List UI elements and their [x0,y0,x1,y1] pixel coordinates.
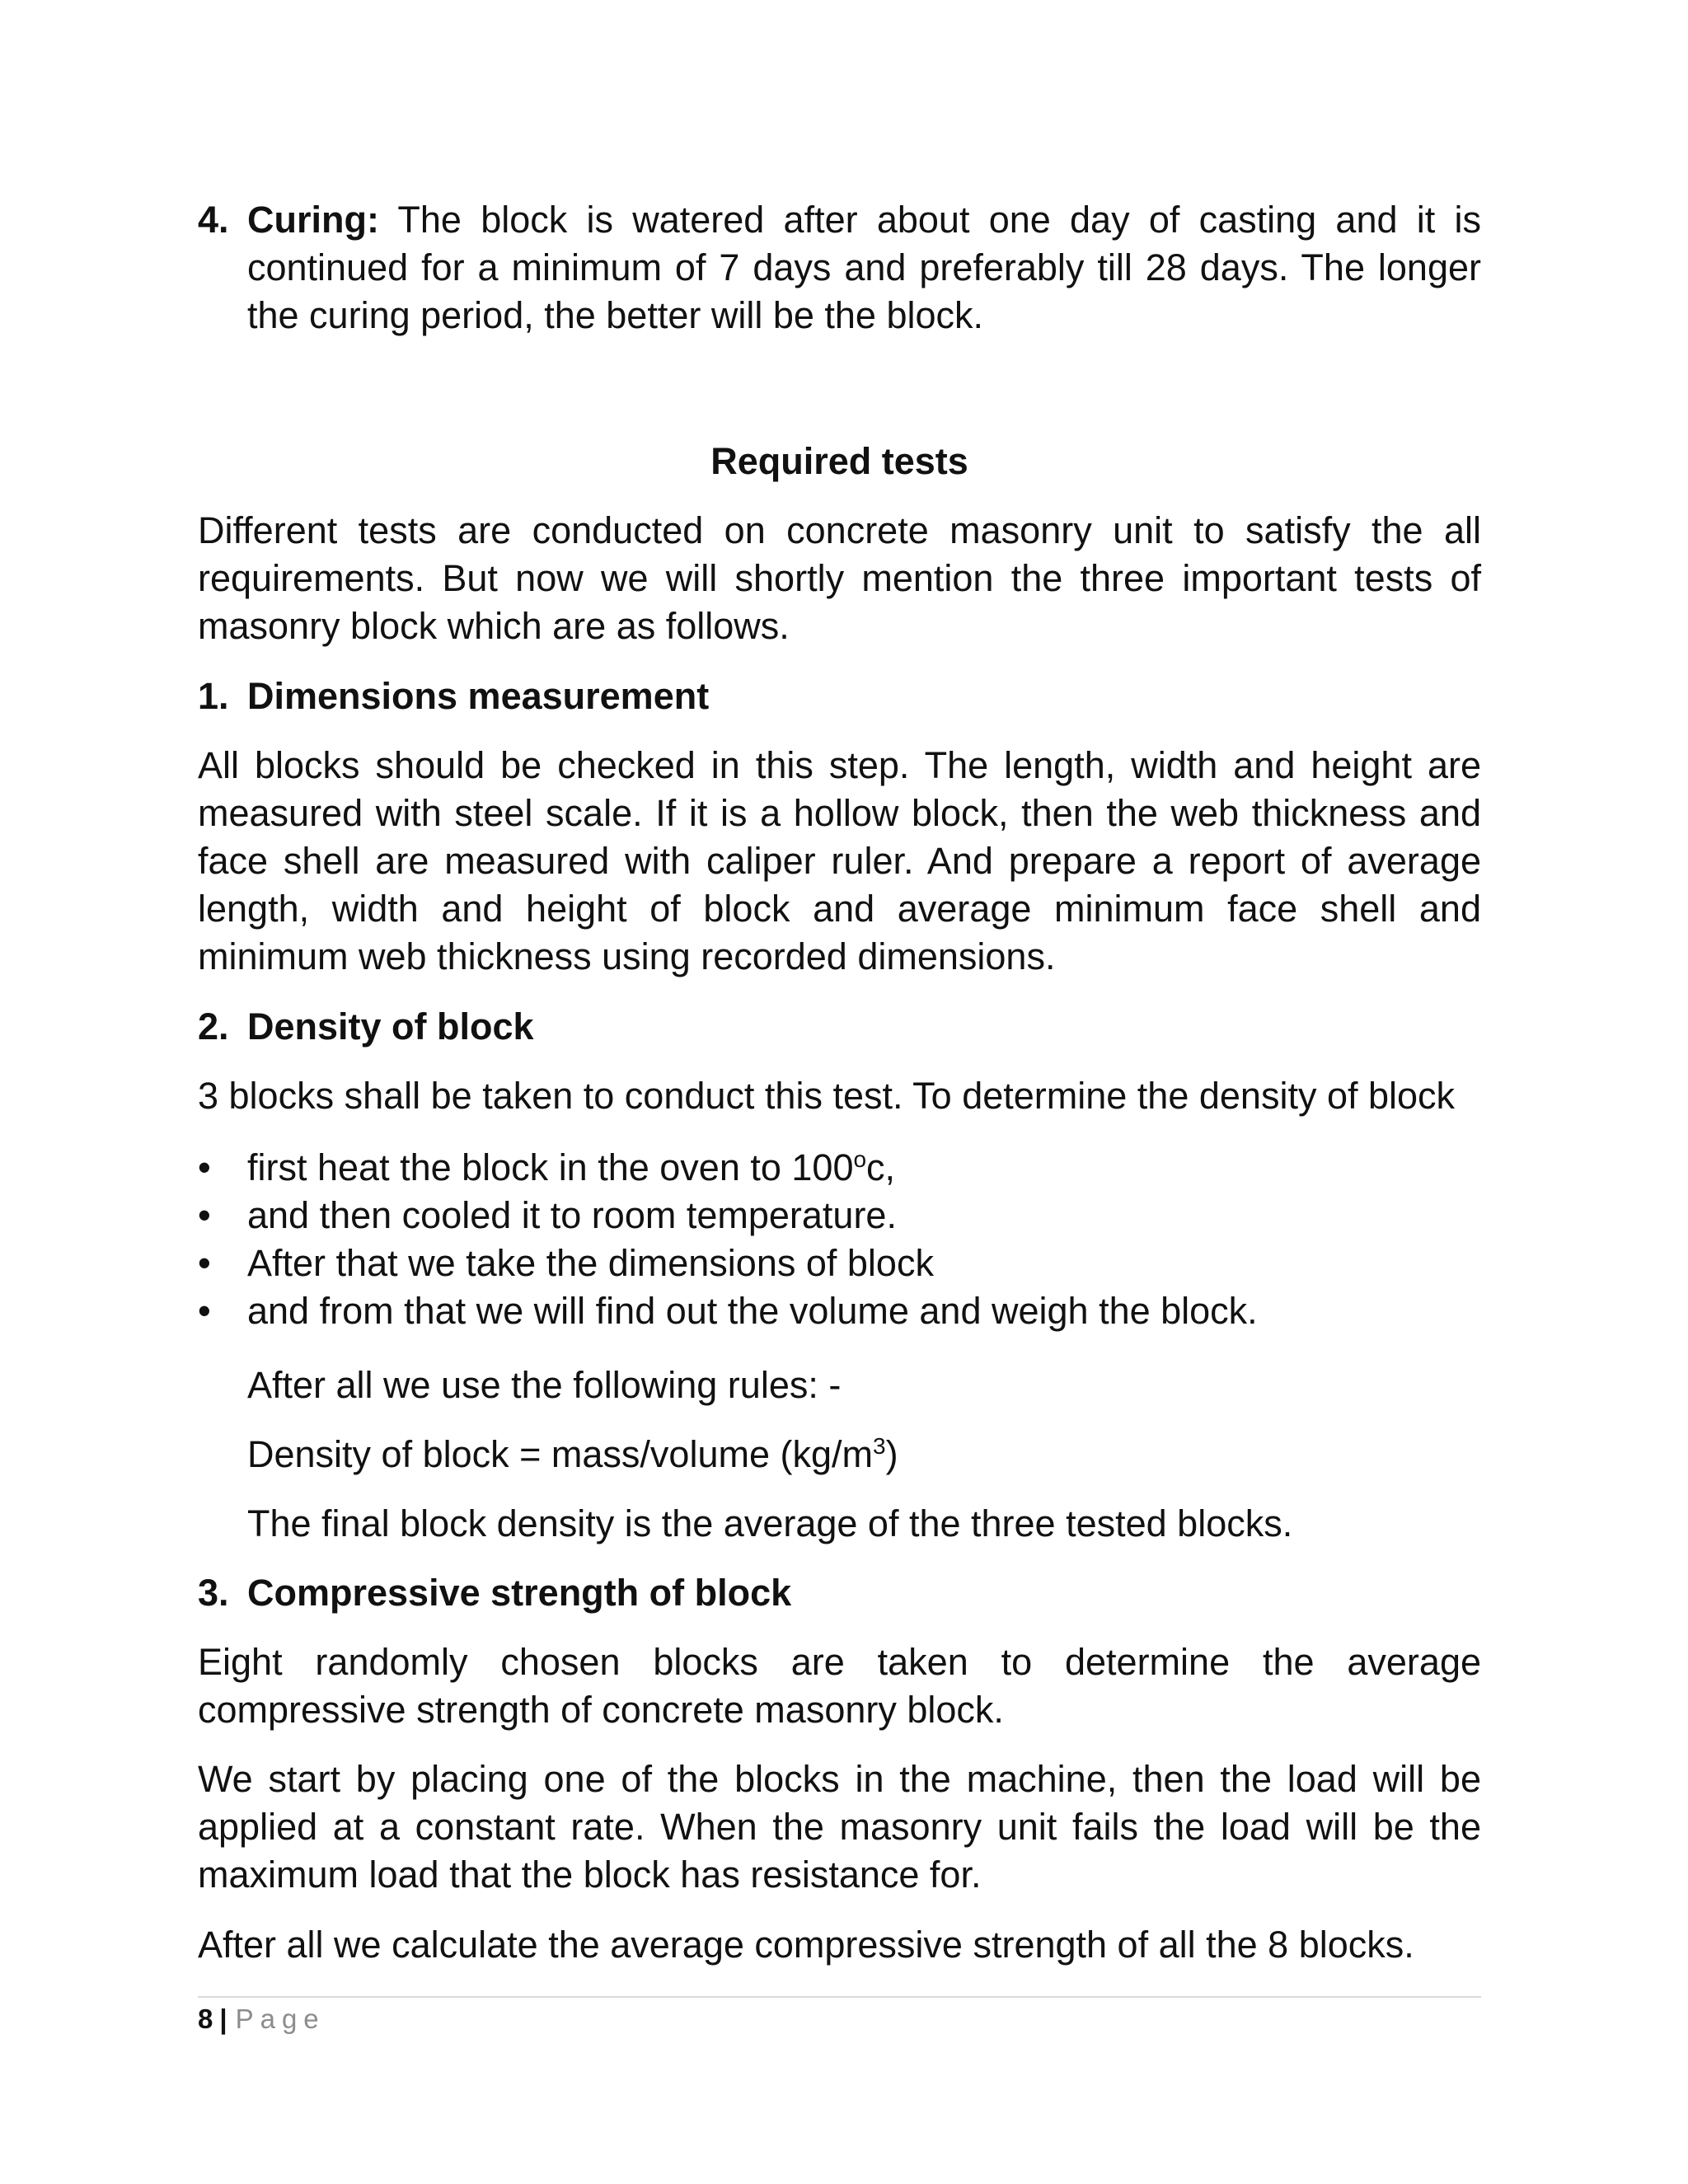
cubed-superscript: 3 [873,1433,886,1459]
section-heading: Required tests [710,440,968,482]
bullet-icon: • [198,1242,211,1284]
test-2-paragraph: 3 blocks shall be taken to conduct this test. To determine the density of block [198,1075,1456,1117]
density-formula-close: ) [885,1433,898,1475]
density-step-1: first heat the block in the oven to 100 [247,1146,854,1188]
list-item [198,1144,1481,1192]
rules-intro: After all we use the following rules: - [247,1364,842,1406]
curing-text: The block is watered after about one day of casting and it is continued for a minimum of 7 days and preferably till 28 days. The longer the curing period, the better will be the block. [247,199,1481,336]
footer-separator: | [219,2004,227,2034]
test-3-paragraph-1: Eight randomly chosen blocks are taken to determine the average compressive strength of concrete masonry block. [198,1641,1481,1731]
test-3-number: 3. [198,1572,229,1614]
test-3-paragraph-2: We start by placing one of the blocks in the machine, then the load will be applied at a constant rate. When the masonry unit fails the load will be the maximum load that the block has resistance for. [198,1758,1481,1896]
page-footer [198,2001,326,2037]
test-2-number: 2. [198,1005,229,1047]
test-3-title: Compressive strength of block [247,1572,792,1614]
intro-paragraph: Different tests are conducted on concrete masonry unit to satisfy the all requirements. But now we will shortly mention the three important tests of masonry block which are as follows. [198,509,1481,647]
test-2-heading [198,1003,1481,1051]
test-1-number: 1. [198,675,229,717]
degree-superscript: o [853,1146,867,1172]
test-3-heading [198,1569,1481,1617]
footer-divider [198,1996,1481,1998]
bullet-icon: • [198,1194,211,1236]
test-1-paragraph: All blocks should be checked in this step. The length, width and height are measured with steel scale. If it is a hollow block, then the web thickness and face shell are measured with caliper ruler. And prepare a report of average length, width and height of block and average minimum face shell and minimum web thickness using recorded dimensions. [198,744,1481,977]
density-formula-text: Density of block = mass/volume (kg/m [247,1433,874,1475]
page-number: 8 [198,2004,213,2034]
density-step-4: and from that we will find out the volume and weigh the block. [247,1290,1258,1332]
curing-item [198,196,1481,340]
final-density-note: The final block density is the average of the three tested blocks. [247,1502,1293,1544]
density-formula [247,1431,1481,1479]
page-label: Page [235,2004,326,2034]
density-step-1-unit: c, [866,1146,896,1188]
curing-term: Curing: [247,199,379,241]
list-item [198,1192,1481,1240]
test-1-heading [198,673,1481,720]
bullet-icon: • [198,1146,211,1188]
curing-number: 4. [198,199,229,241]
curing-paragraph [247,196,1481,340]
test-2-title: Density of block [247,1005,534,1047]
density-step-2: and then cooled it to room temperature. [247,1194,897,1236]
list-item [198,1287,1481,1335]
test-1-title: Dimensions measurement [247,675,710,717]
test-3-paragraph-3: After all we calculate the average compressive strength of all the 8 blocks. [198,1924,1414,1966]
density-steps-list [198,1144,1481,1335]
bullet-icon: • [198,1290,211,1332]
density-step-3: After that we take the dimensions of block [247,1242,934,1284]
list-item [198,1240,1481,1287]
